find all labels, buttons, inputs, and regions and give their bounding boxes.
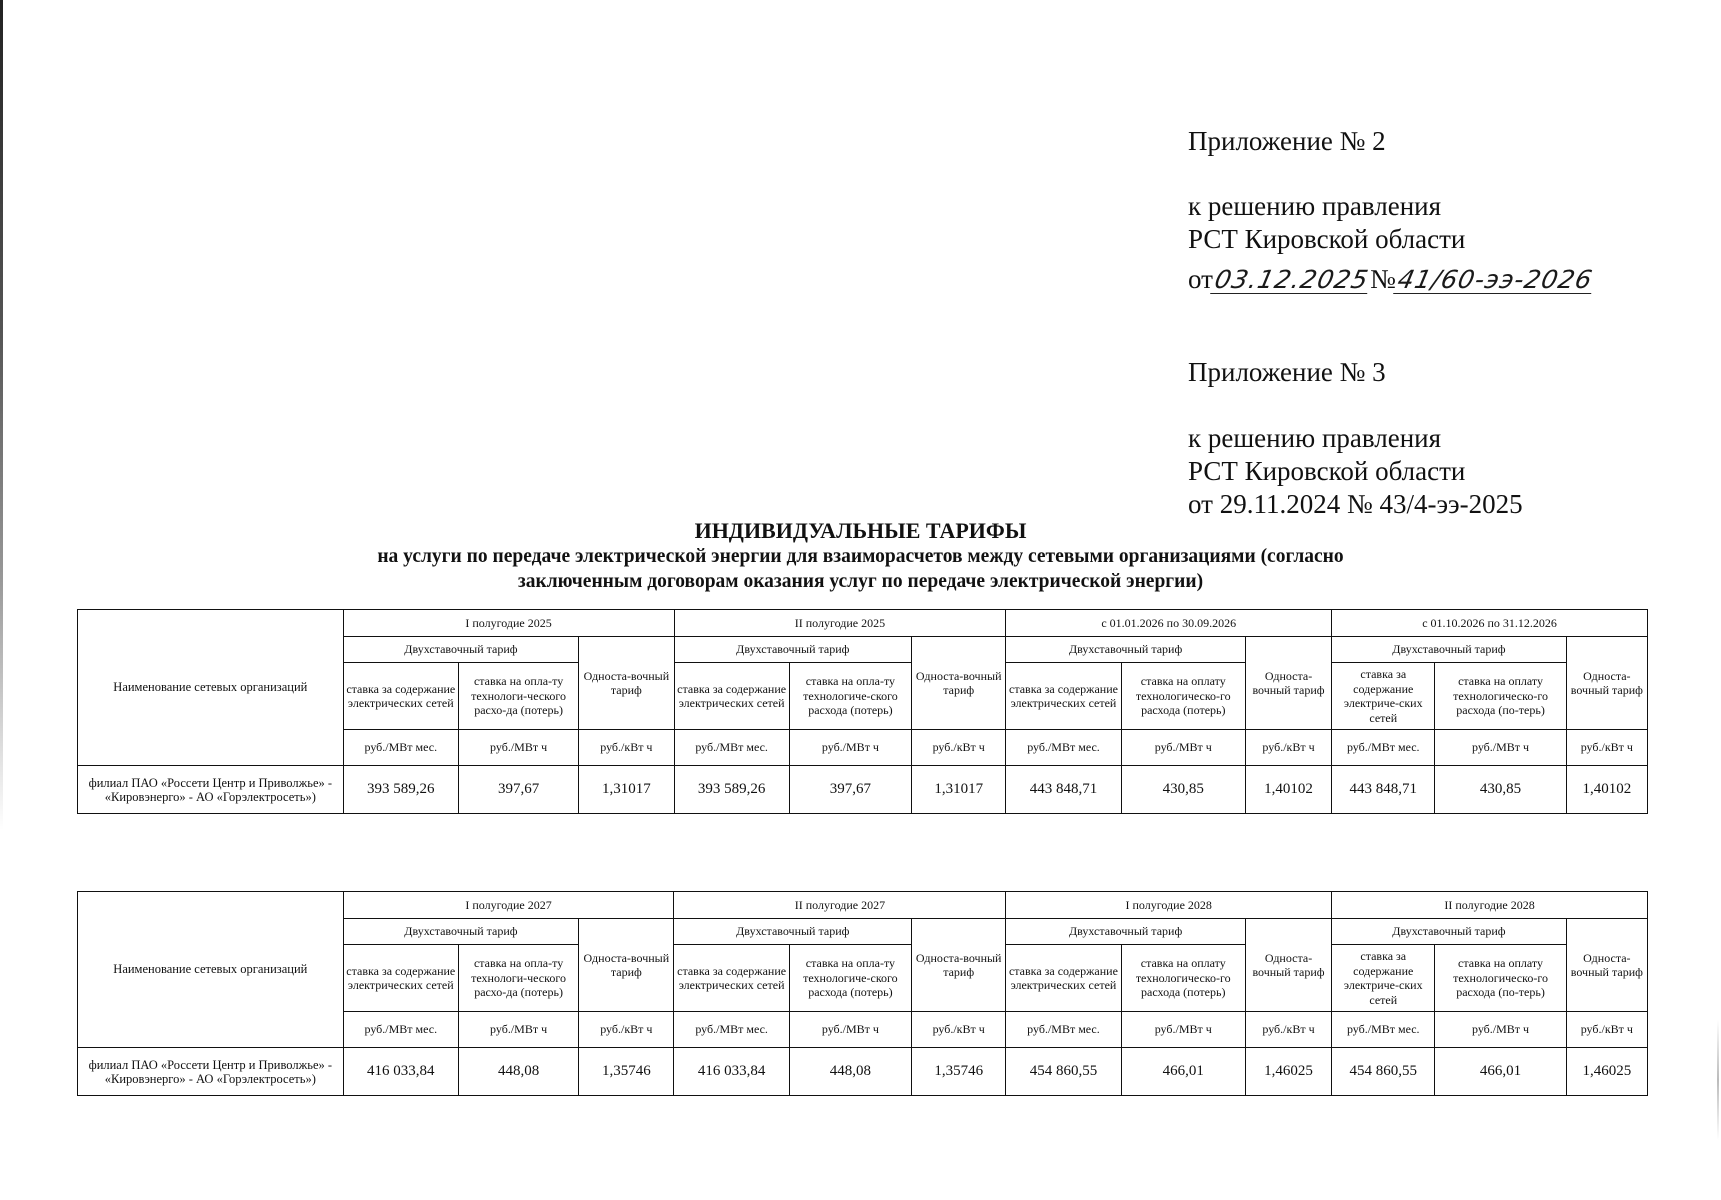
two-rate-tariff-header: Двухставочный тариф [1006, 919, 1246, 945]
unit-maintenance: руб./МВт мес. [1332, 730, 1435, 766]
losses-rate-header: ставка на опла-ту технологиче-ского расхода (потерь) [789, 945, 911, 1012]
unit-losses: руб./МВт ч [1435, 730, 1566, 766]
single-rate-value: 1,31017 [912, 766, 1006, 814]
unit-single: руб./кВт ч [1566, 1012, 1647, 1048]
unit-single: руб./кВт ч [579, 1012, 674, 1048]
losses-rate-header: ставка на оплату технологическо-го расхода (потерь) [1121, 663, 1245, 730]
two-rate-tariff-header: Двухставочный тариф [674, 637, 912, 663]
maintenance-rate-value: 454 860,55 [1332, 1048, 1435, 1096]
org-column-header: Наименование сетевых организаций [78, 610, 344, 766]
document-heading [0, 517, 1721, 594]
two-rate-tariff-header: Двухставочный тариф [343, 637, 579, 663]
scan-edge-right [1717, 1020, 1719, 1140]
unit-maintenance: руб./МВт мес. [674, 1012, 789, 1048]
losses-rate-value: 448,08 [789, 1048, 911, 1096]
losses-rate-header: ставка на опла-ту технологиче-ского расхода (потерь) [789, 663, 911, 730]
losses-rate-value: 430,85 [1435, 766, 1566, 814]
unit-maintenance: руб./МВт мес. [1006, 1012, 1121, 1048]
single-rate-value: 1,46025 [1245, 1048, 1331, 1096]
maintenance-rate-header: ставка за содержание электрических сетей [1006, 945, 1121, 1012]
single-rate-tariff-header: Односта-вочный тариф [1566, 919, 1647, 1012]
heading-subtitle-line2: заключенным договорам оказания услуг по передаче электрической энергии) [517, 571, 1204, 592]
unit-single: руб./кВт ч [579, 730, 674, 766]
single-rate-value: 1,40102 [1566, 766, 1647, 814]
two-rate-tariff-header: Двухставочный тариф [1332, 919, 1567, 945]
maintenance-rate-header: ставка за содержание электриче-ских сетей [1332, 945, 1435, 1012]
two-rate-tariff-header: Двухставочный тариф [1006, 637, 1246, 663]
unit-single: руб./кВт ч [912, 1012, 1006, 1048]
losses-rate-header: ставка на оплату технологическо-го расхода (потерь) [1121, 945, 1245, 1012]
maintenance-rate-header: ставка за содержание электриче-ских сетей [1332, 663, 1435, 730]
appendix-2-reference [1188, 263, 1594, 296]
appendix-3-title: Приложение № 3 [1188, 357, 1386, 387]
single-rate-tariff-header: Односта-вочный тариф [579, 919, 674, 1012]
unit-maintenance: руб./МВт мес. [1332, 1012, 1435, 1048]
unit-maintenance: руб./МВт мес. [674, 730, 789, 766]
losses-rate-header: ставка на опла-ту технологи-ческого расхо-да (потерь) [458, 663, 578, 730]
heading-title: ИНДИВИДУАЛЬНЫЕ ТАРИФЫ [694, 518, 1027, 543]
two-rate-tariff-header: Двухставочный тариф [343, 919, 579, 945]
single-rate-value: 1,31017 [579, 766, 674, 814]
losses-rate-value: 466,01 [1121, 1048, 1245, 1096]
period-header: I полугодие 2025 [343, 610, 674, 637]
scan-edge-left [0, 0, 3, 830]
single-rate-tariff-header: Односта-вочный тариф [1245, 919, 1331, 1012]
losses-rate-value: 448,08 [458, 1048, 578, 1096]
maintenance-rate-value: 443 848,71 [1006, 766, 1121, 814]
period-header: с 01.01.2026 по 30.09.2026 [1006, 610, 1332, 637]
handwritten-date: 03.12.2025 [1212, 265, 1372, 294]
unit-losses: руб./МВт ч [1435, 1012, 1566, 1048]
unit-losses: руб./МВт ч [458, 730, 578, 766]
table-row [78, 1048, 1648, 1096]
maintenance-rate-header: ставка за содержание электрических сетей [343, 663, 458, 730]
org-name-cell: филиал ПАО «Россети Центр и Приволжье» - «Кировэнерго» - АО «Горэлектросеть») [78, 766, 344, 814]
period-header: II полугодие 2028 [1332, 892, 1648, 919]
losses-rate-value: 466,01 [1435, 1048, 1566, 1096]
single-rate-tariff-header: Односта-вочный тариф [1566, 637, 1647, 730]
table-row [78, 766, 1648, 814]
handwritten-number: 41/60-ээ-2026 [1394, 265, 1596, 294]
maintenance-rate-value: 393 589,26 [343, 766, 458, 814]
unit-single: руб./кВт ч [1566, 730, 1647, 766]
single-rate-tariff-header: Односта-вочный тариф [912, 637, 1006, 730]
unit-losses: руб./МВт ч [789, 730, 911, 766]
single-rate-tariff-header: Односта-вочный тариф [912, 919, 1006, 1012]
single-rate-value: 1,40102 [1245, 766, 1331, 814]
heading-subtitle-line1: на услуги по передаче электрической энергии для взаиморасчетов между сетевыми организациями (согласно [377, 546, 1344, 567]
appendix-3-line1: к решению правления [1188, 423, 1442, 453]
tariff-table-2 [77, 891, 1648, 1096]
single-rate-tariff-header: Односта-вочный тариф [579, 637, 674, 730]
org-column-header: Наименование сетевых организаций [78, 892, 344, 1048]
period-header: I полугодие 2027 [343, 892, 674, 919]
losses-rate-value: 397,67 [789, 766, 911, 814]
unit-single: руб./кВт ч [1245, 730, 1331, 766]
losses-rate-header: ставка на оплату технологическо-го расхода (по-терь) [1435, 945, 1566, 1012]
unit-losses: руб./МВт ч [789, 1012, 911, 1048]
maintenance-rate-header: ставка за содержание электрических сетей [1006, 663, 1121, 730]
losses-rate-header: ставка на оплату технологическо-го расхода (по-терь) [1435, 663, 1566, 730]
losses-rate-header: ставка на опла-ту технологи-ческого расхо-да (потерь) [458, 945, 578, 1012]
maintenance-rate-header: ставка за содержание электрических сетей [343, 945, 458, 1012]
maintenance-rate-value: 393 589,26 [674, 766, 789, 814]
single-rate-tariff-header: Односта-вочный тариф [1245, 637, 1331, 730]
unit-maintenance: руб./МВт мес. [343, 730, 458, 766]
two-rate-tariff-header: Двухставочный тариф [1332, 637, 1567, 663]
maintenance-rate-value: 454 860,55 [1006, 1048, 1121, 1096]
org-name-cell: филиал ПАО «Россети Центр и Приволжье» - «Кировэнерго» - АО «Горэлектросеть») [78, 1048, 344, 1096]
unit-losses: руб./МВт ч [1121, 1012, 1245, 1048]
maintenance-rate-value: 443 848,71 [1332, 766, 1435, 814]
maintenance-rate-header: ставка за содержание электрических сетей [674, 945, 789, 1012]
single-rate-value: 1,35746 [579, 1048, 674, 1096]
appendix-2-line2: РСТ Кировской области [1188, 224, 1466, 254]
period-header: II полугодие 2027 [674, 892, 1006, 919]
tariff-table-1 [77, 609, 1648, 814]
maintenance-rate-value: 416 033,84 [674, 1048, 789, 1096]
period-header: с 01.10.2026 по 31.12.2026 [1332, 610, 1648, 637]
unit-single: руб./кВт ч [912, 730, 1006, 766]
unit-losses: руб./МВт ч [458, 1012, 578, 1048]
unit-losses: руб./МВт ч [1121, 730, 1245, 766]
period-header-row [78, 892, 1648, 919]
single-rate-value: 1,46025 [1566, 1048, 1647, 1096]
appendix-3-line2: РСТ Кировской области [1188, 456, 1466, 486]
unit-maintenance: руб./МВт мес. [343, 1012, 458, 1048]
losses-rate-value: 430,85 [1121, 766, 1245, 814]
unit-single: руб./кВт ч [1245, 1012, 1331, 1048]
unit-maintenance: руб./МВт мес. [1006, 730, 1121, 766]
appendix-2-title: Приложение № 2 [1188, 126, 1386, 156]
appendix-2-line1: к решению правления [1188, 191, 1442, 221]
single-rate-value: 1,35746 [912, 1048, 1006, 1096]
losses-rate-value: 397,67 [458, 766, 578, 814]
ref-prefix: от [1188, 264, 1213, 294]
period-header: II полугодие 2025 [674, 610, 1006, 637]
period-header: I полугодие 2028 [1006, 892, 1332, 919]
maintenance-rate-value: 416 033,84 [343, 1048, 458, 1096]
period-header-row [78, 610, 1648, 637]
maintenance-rate-header: ставка за содержание электрических сетей [674, 663, 789, 730]
appendix-3-line3: от 29.11.2024 № 43/4-ээ-2025 [1188, 489, 1523, 519]
ref-number-sign: № [1370, 264, 1396, 294]
two-rate-tariff-header: Двухставочный тариф [674, 919, 912, 945]
